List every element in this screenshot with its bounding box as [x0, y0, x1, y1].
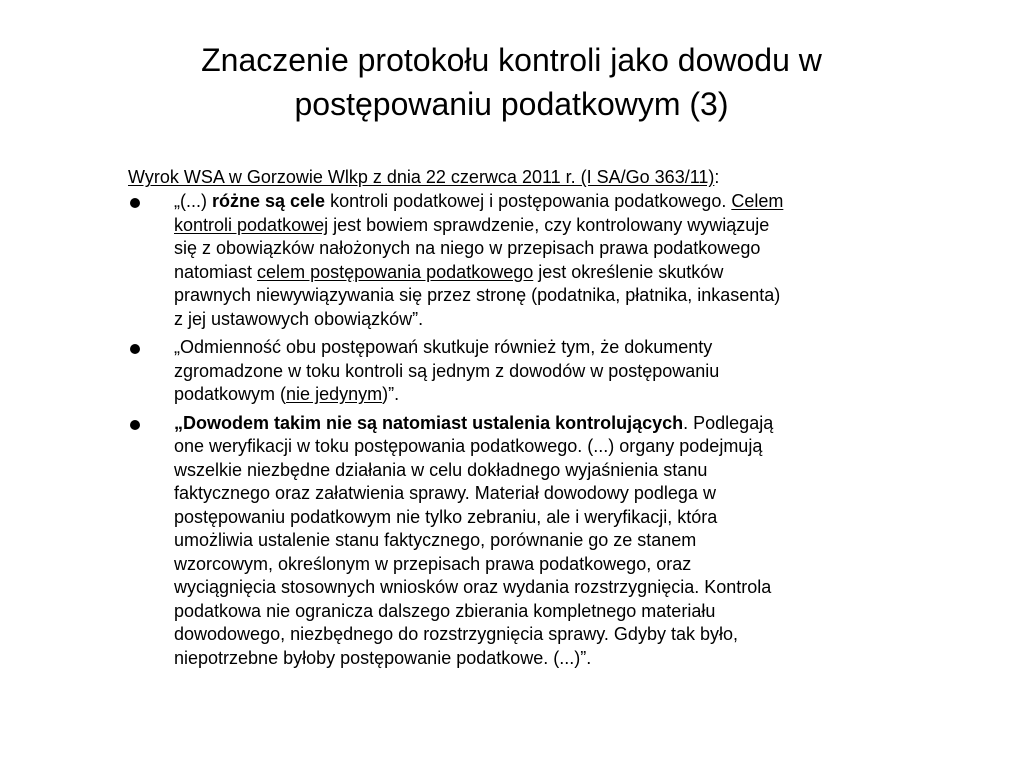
bullet-text-line [174, 600, 928, 624]
bullet-dot-icon [130, 344, 140, 354]
emphasized-text: „Dowodem takim nie są natomiast ustalenia kontrolujących [174, 412, 684, 433]
bullet-text-line [174, 237, 928, 261]
bullet-text-line [174, 261, 928, 285]
text-run: zgromadzone w toku kontroli są jednym z dowodów w postępowaniu [174, 360, 720, 381]
bullet-text [174, 412, 928, 671]
bullet-text-line [174, 482, 928, 506]
bullet-text-line [174, 553, 928, 577]
emphasized-text: różne są cele [212, 191, 326, 211]
quote-bullet-list [128, 190, 928, 675]
court-ruling-citation [128, 166, 719, 190]
text-run: „(...) [174, 191, 212, 211]
text-run: się z obowiązków nałożonych na niego w przepisach prawa podatkowego [174, 238, 761, 258]
text-run: podatkowym ( [174, 384, 287, 404]
text-run: faktycznego oraz załatwienia sprawy. Materiał dowodowy podlega w [174, 483, 716, 503]
quote-bullet-1 [128, 190, 928, 331]
text-run: postępowaniu podatkowym nie tylko zebraniu, ale i weryfikacji, która [174, 506, 718, 527]
slide-title-line-2: postępowaniu podatkowym (3) [294, 86, 729, 122]
quote-bullet-2 [128, 336, 928, 407]
bullet-text-line [174, 383, 928, 407]
text-run: jest bowiem sprawdzenie, czy kontrolowany wywiązuje [328, 214, 770, 235]
bullet-dot-icon [130, 198, 140, 208]
bullet-text-line [174, 529, 928, 553]
bullet-text-line [174, 623, 928, 647]
underlined-text: Celem [731, 191, 784, 211]
text-run: wzorcowym, określonym w przepisach prawa podatkowego, oraz [174, 553, 692, 574]
bullet-text-line [174, 506, 928, 530]
bullet-text-line [174, 336, 928, 360]
bullet-text-line [174, 647, 928, 671]
text-run: kontroli podatkowej i postępowania podatkowego. [325, 191, 732, 211]
slide-title-line-1: Znaczenie protokołu kontroli jako dowodu w [201, 42, 822, 78]
text-run: „Odmienność obu postępowań skutkuje również tym, że dokumenty [174, 337, 713, 357]
underlined-text: kontroli podatkowej [174, 214, 329, 235]
text-run: one weryfikacji w toku postępowania podatkowego. (...) organy podejmują [174, 436, 763, 456]
bullet-text-line [174, 412, 928, 436]
bullet-text-line [174, 576, 928, 600]
underlined-text: celem postępowania podatkowego [257, 261, 534, 282]
text-run: umożliwia ustalenie stanu faktycznego, porównanie go ze stanem [174, 530, 697, 550]
bullet-text-line [174, 360, 928, 384]
underlined-text: nie jedynym [286, 384, 383, 404]
bullet-text-line [174, 435, 928, 459]
slide-title [60, 38, 963, 126]
text-run: prawnych niewywiązywania się przez stronę (podatnika, płatnika, inkasenta) [174, 285, 781, 305]
bullet-text [174, 336, 928, 407]
text-run: niepotrzebne byłoby postępowanie podatkowe. (...)”. [174, 647, 592, 668]
text-run: jest określenie skutków [533, 261, 724, 282]
bullet-dot-icon [130, 420, 140, 430]
text-run: wszelkie niezbędne działania w celu dokładnego wyjaśnienia stanu [174, 459, 708, 480]
text-run: )”. [382, 384, 400, 404]
citation-text: Wyrok WSA w Gorzowie Wlkp z dnia 22 czerwca 2011 r. (I SA/Go 363/11) [128, 167, 715, 187]
text-run: wyciągnięcia stosownych wniosków oraz wydania rozstrzygnięcia. Kontrola [174, 577, 772, 597]
bullet-text-line [174, 459, 928, 483]
bullet-text-line [174, 308, 928, 332]
citation-colon: : [714, 167, 720, 187]
text-run: . Podlegają [683, 412, 774, 433]
quote-bullet-3 [128, 412, 928, 671]
text-run: z jej ustawowych obowiązków”. [174, 308, 424, 329]
text-run: dowodowego, niezbędnego do rozstrzygnięcia sprawy. Gdyby tak było, [174, 624, 738, 644]
bullet-text-line [174, 284, 928, 308]
text-run: podatkowa nie ogranicza dalszego zbierania kompletnego materiału [174, 600, 716, 621]
bullet-text [174, 190, 928, 331]
bullet-text-line [174, 190, 928, 214]
text-run: natomiast [174, 261, 258, 282]
bullet-text-line [174, 214, 928, 238]
